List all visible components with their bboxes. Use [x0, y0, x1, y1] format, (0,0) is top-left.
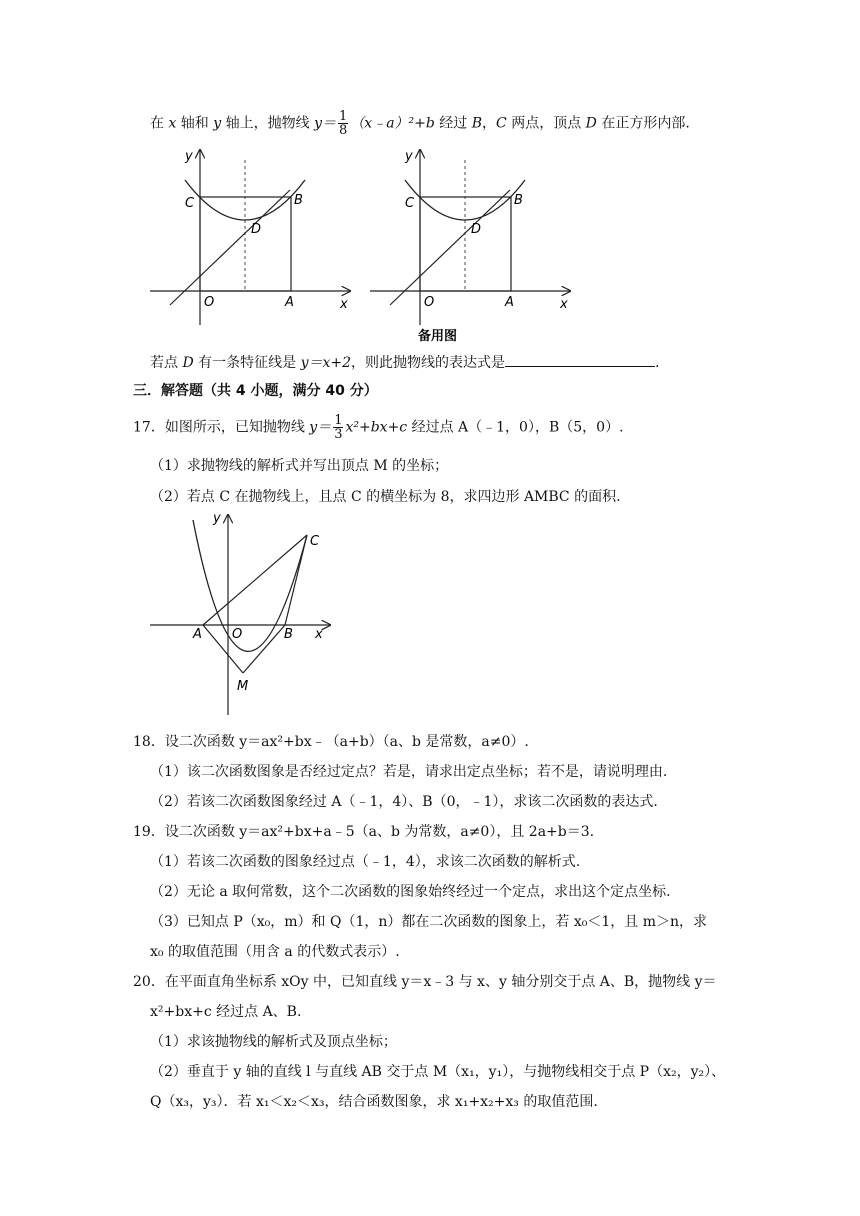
q17-part2: （2）若点 C 在抛物线上，且点 C 的横坐标为 8，求四边形 AMBC 的面积.	[150, 489, 621, 505]
answer-blank[interactable]	[505, 352, 655, 367]
point-b-label: B	[294, 193, 303, 208]
point-c-label: C	[185, 196, 195, 211]
x-axis-label: x	[560, 297, 568, 312]
point-m-label: M	[237, 679, 249, 694]
point-b-label: B	[284, 627, 293, 642]
q19-part1: （1）若该二次函数的图象经过点（﹣1，4），求该二次函数的解析式.	[150, 854, 581, 870]
q20-stem-cont: x²+bx+c 经过点 A、B.	[150, 1004, 302, 1020]
point-d-label: D	[251, 222, 262, 237]
q16-stem-line: 在 x 轴和 y 轴上，抛物线 y＝ $\frac{1}{8}$ （x﹣a）²+b 经过 B，C 两点，顶点 D 在正方形内部.	[150, 109, 690, 138]
q17-figure	[145, 510, 345, 720]
q18-part2: （2）若该二次函数图象经过 A（﹣1，4）、B（0，﹣1），求该二次函数的表达式.	[150, 794, 658, 810]
point-d-label: D	[471, 222, 482, 237]
point-c-label: C	[310, 534, 320, 549]
y-axis-label: y	[213, 511, 221, 526]
origin-label: O	[424, 295, 435, 310]
q20-stem: 20．在平面直角坐标系 xOy 中，已知直线 y＝x﹣3 与 x、y 轴分别交于点 A、B，抛物线 y＝	[133, 974, 717, 990]
q20-part1: （1）求该抛物线的解析式及顶点坐标；	[150, 1034, 397, 1050]
origin-label: O	[232, 627, 243, 642]
y-axis-label: y	[185, 149, 193, 164]
x-axis-label: x	[315, 627, 323, 642]
y-axis-label: y	[405, 149, 413, 164]
origin-label: O	[204, 295, 215, 310]
q16-question-line: 若点 D 有一条特征线是 y＝x+2，则此抛物线的表达式是 .	[150, 352, 660, 373]
section-heading: 三．解答题（共 4 小题，满分 40 分）	[133, 383, 378, 399]
q19-part3: （3）已知点 P（x₀，m）和 Q（1，n）都在二次函数的图象上，若 x₀＜1，且 m＞n，求	[150, 914, 708, 930]
point-c-label: C	[405, 196, 415, 211]
q19-stem: 19．设二次函数 y＝ax²+bx+a﹣5（a、b 为常数，a≠0），且 2a+b＝3.	[133, 824, 595, 840]
q19-part2: （2）无论 a 取何常数，这个二次函数的图象始终经过一个定点，求出这个定点坐标.	[150, 884, 671, 900]
q17-part1: （1）求抛物线的解析式并写出顶点 M 的坐标；	[150, 458, 449, 474]
q18-part1: （1）该二次函数图象是否经过定点？若是，请求出定点坐标；若不是，请说明理由.	[150, 764, 668, 780]
q18-stem: 18．设二次函数 y＝ax²+bx﹣（a+b）（a、b 是常数，a≠0）.	[133, 734, 529, 750]
fraction-one-eighth: $\frac{1}{8}$	[339, 109, 348, 138]
point-a-label: A	[505, 295, 514, 310]
figure-spare	[370, 149, 570, 344]
point-a-label: A	[285, 295, 294, 310]
q16-figures	[140, 140, 580, 350]
fraction-one-third: $\frac{1}{3}$	[334, 413, 343, 442]
q19-part3-cont: x₀ 的取值范围（用含 a 的代数式表示）.	[150, 944, 400, 960]
spare-figure-caption: 备用图	[418, 329, 458, 344]
x-axis-label: x	[340, 297, 348, 312]
q20-part2-cont: Q（x₃，y₃）．若 x₁＜x₂＜x₃，结合函数图象，求 x₁+x₂+x₃ 的取值范围.	[150, 1094, 598, 1110]
q17-stem: 17．如图所示，已知抛物线 y＝ $\frac{1}{3}$ x²+bx+c 经过点 A（﹣1，0），B（5，0）.	[133, 413, 624, 442]
point-b-label: B	[514, 193, 523, 208]
q20-part2: （2）垂直于 y 轴的直线 l 与直线 AB 交于点 M（x₁，y₁），与抛物线相交于点 P（x₂，y₂）、	[150, 1064, 726, 1080]
figure-main	[150, 149, 350, 325]
point-a-label: A	[193, 627, 202, 642]
